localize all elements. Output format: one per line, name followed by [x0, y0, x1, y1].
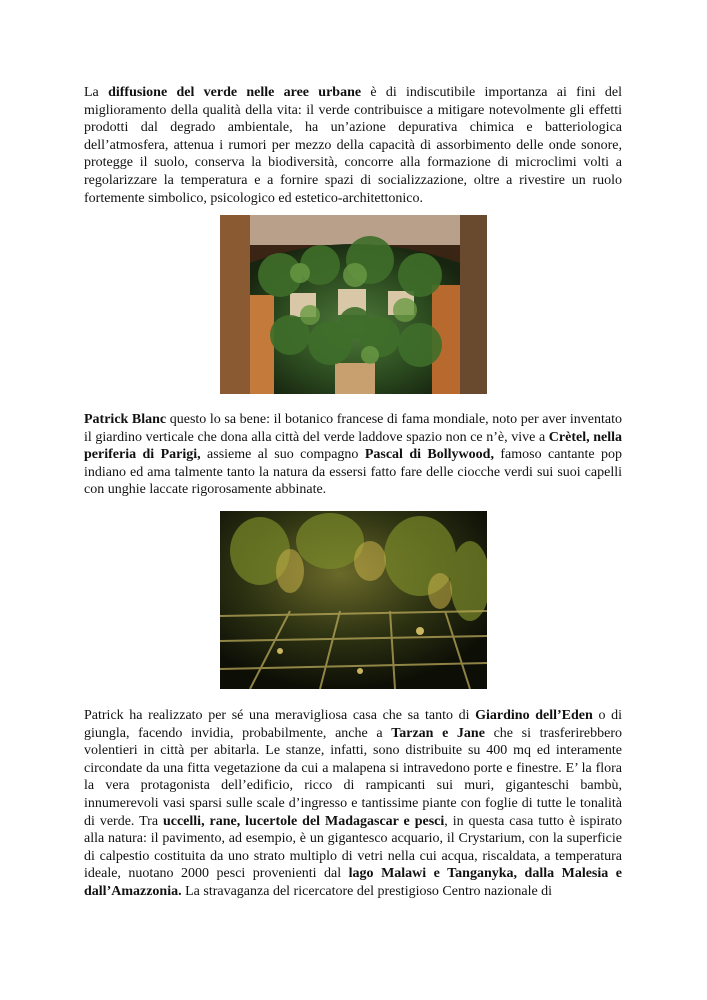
bold-text: Pascal di Bollywood, [364, 447, 494, 463]
paragraph-patrick-blanc [84, 411, 622, 499]
text: La [84, 85, 109, 100]
paragraph-green-urban-areas [84, 84, 622, 207]
bold-text: uccelli, rane, lucertole del Madagascar e pesci [162, 813, 445, 829]
photo-glass-aquarium-floor [220, 511, 487, 689]
text: assieme al suo compagno [200, 447, 365, 463]
text: o di giungla, facendo invidia, probabilmente, anche a [84, 708, 622, 741]
text: è di indiscutibile importanza ai fini del miglioramento della qualità della vita: il verde contribuisce a mitigare notevolmente gli effetti prodotti dal degrado ambientale, ha un’azione depurativa chimica e batteriologica dell’atmosfera, attenua i rumori per mezzo della capacità di assorbimento delle onde sonore, protegge il suolo, conserva la biodiversità, concorre alla formazione di microclimi volti a regolarizzare la temperatura e a fornire spazi di socializzazione, oltre a rivestire un ruolo fortemente simbolico, psicologico ed estetico-architettonico. [84, 85, 623, 206]
bold-text: diffusione del verde nelle aree urbane [108, 85, 362, 100]
bold-text: Patrick Blanc [84, 412, 167, 427]
photo-courtyard-vertical-garden [220, 215, 487, 394]
bold-text: lago Malawi e Tanganyka, dalla Malesia e dall’Amazzonia. [84, 866, 622, 899]
bold-text: Crètel, nella periferia di Parigi, [84, 429, 622, 463]
text: che si trasferirebbero volentieri in città per abitarla. Le stanze, infatti, sono distribuite su 400 mq ed interamente circondate da una fitta vegetazione da cui a malapena si intravedono porte e finestre. E’ la flora la vera protagonista dell’edificio, ricco di rampicanti sui muri, giganteschi bambù, innumerevoli vasi sparsi sulle scale d’ingresso e tantissime piante con foglie di tutte le tonalità di verde. Tra [84, 725, 622, 829]
paragraph-garden-of-eden-house [84, 707, 622, 901]
text: Patrick ha realizzato per sé una meravigliosa casa che sa tanto di [84, 708, 476, 723]
text: , in questa casa tutto è ispirato alla natura: il pavimento, ad esempio, è un gigantesco acquario, il Crystarium, con la superficie di calpestio costituita da uno strato multiplo di vetri nella cui acqua, riscaldata, a temperatura ideale, nuotano 2000 pesci provenienti dal [84, 813, 622, 882]
bold-text: Tarzan e Jane [391, 725, 485, 741]
bold-text: Giardino dell’Eden [475, 708, 593, 723]
text: La stravaganza del ricercatore del prestigioso Centro nazionale di [181, 883, 553, 899]
text: famoso cantante pop indiano ed ama talmente tanto la natura da essersi fatto fare delle ciocche verdi sui suoi capelli con unghie laccate rigorosamente abbinate. [84, 447, 623, 498]
text: questo lo sa bene: il botanico francese di fama mondiale, noto per aver inventato il giardino verticale che dona alla città del verde laddove spazio non ce n’è, vive a [84, 412, 623, 445]
